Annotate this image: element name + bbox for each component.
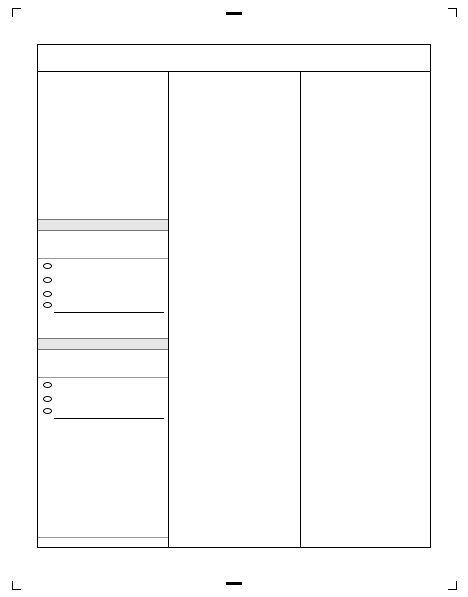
vote-oval[interactable]: [43, 291, 52, 297]
write-in-option[interactable]: [43, 407, 58, 416]
voter-instructions: [41, 77, 161, 83]
candidate-option[interactable]: [43, 275, 58, 284]
write-in-line[interactable]: [54, 312, 164, 313]
race-divider: [38, 377, 168, 378]
vote-oval[interactable]: [43, 302, 52, 308]
vote-oval[interactable]: [43, 408, 52, 414]
section-header-us-senate: [38, 219, 168, 231]
bottom-center-mark: [226, 582, 242, 585]
candidate-option[interactable]: [43, 380, 58, 389]
vote-oval[interactable]: [43, 382, 52, 388]
crop-mark-top-left: [12, 8, 21, 17]
write-in-option[interactable]: [43, 301, 58, 310]
column-divider-2: [300, 71, 301, 547]
header-rule: [38, 71, 430, 72]
top-center-mark: [226, 12, 242, 15]
column-divider-1: [168, 71, 169, 547]
crop-mark-bottom-right: [448, 581, 457, 590]
vote-oval[interactable]: [43, 263, 52, 269]
vote-oval[interactable]: [43, 396, 52, 402]
write-in-line[interactable]: [54, 418, 164, 419]
race-divider: [38, 258, 168, 259]
vote-oval[interactable]: [43, 277, 52, 283]
crop-mark-bottom-left: [12, 581, 21, 590]
section-header-us-house: [38, 338, 168, 350]
candidate-option[interactable]: [43, 261, 58, 270]
candidate-option[interactable]: [43, 289, 58, 298]
crop-mark-top-right: [448, 8, 457, 17]
ballot-style: [38, 537, 168, 540]
ballot-frame: [37, 44, 431, 548]
candidate-option[interactable]: [43, 394, 58, 403]
